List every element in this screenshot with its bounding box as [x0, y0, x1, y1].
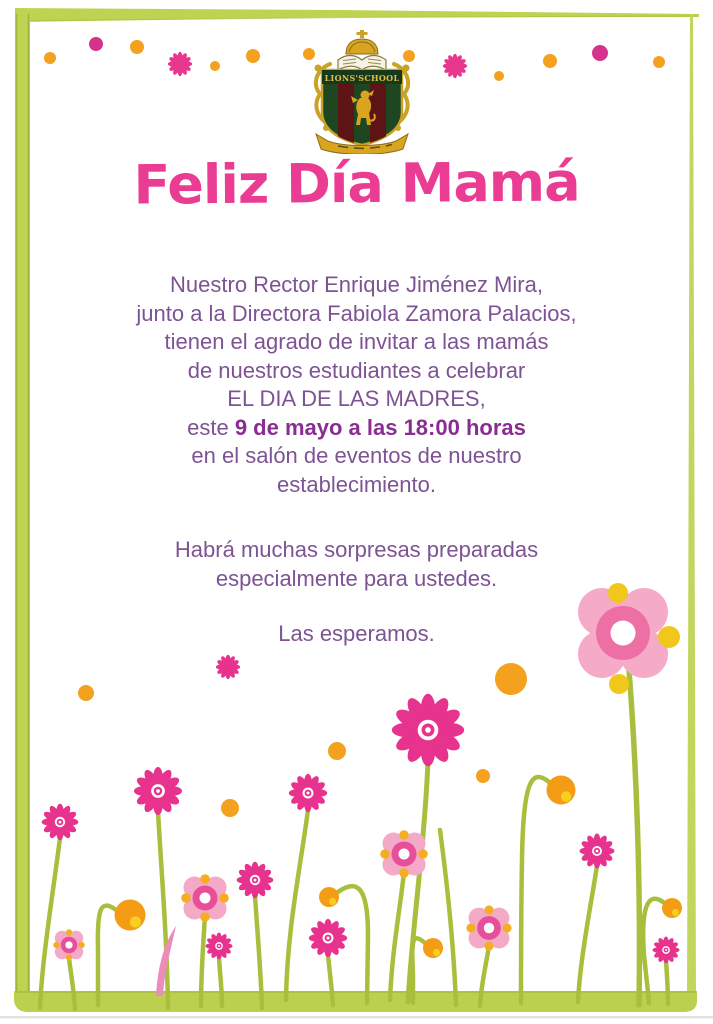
daisy-flower: [42, 804, 79, 841]
invitation-line: de nuestros estudiantes a celebrar: [187, 357, 526, 383]
daisy-flower: [237, 862, 274, 899]
poppy-flower: [53, 929, 84, 960]
daisy-flower: [309, 919, 347, 957]
daisy-flower: [205, 932, 232, 959]
invitation-line: Nuestro Rector Enrique Jiménez Mira,: [170, 272, 543, 297]
bud-flower: [547, 776, 576, 805]
bud-flower: [319, 887, 339, 907]
surprises-line: especialmente para ustedes.: [215, 565, 498, 591]
surprises-line: Habrá muchas sorpresas preparadas: [174, 537, 539, 562]
poppy-flower: [181, 874, 229, 922]
invitation-line: tienen el agrado de invitar a las mamás: [164, 329, 549, 354]
bud-flower: [662, 898, 682, 918]
page-title: Feliz Día Mamá: [133, 150, 580, 217]
pink-burst-icon: [168, 52, 192, 76]
daisy-flower: [289, 774, 327, 812]
school-crest: [304, 30, 420, 154]
surprises-text: [0, 536, 713, 593]
invitation-date-line: [0, 414, 713, 443]
invitation-line: establecimiento.: [277, 471, 436, 497]
crest-book: [338, 55, 386, 70]
crest-shield: [322, 70, 402, 146]
invitation-line: EL DIA DE LAS MADRES,: [227, 386, 486, 411]
crest-school-name: LIONS'SCHOOL: [324, 73, 400, 83]
invitation-line: en el salón de eventos de nuestro: [191, 443, 522, 468]
closing-text: Las esperamos.: [278, 621, 435, 646]
flower-stems: [40, 670, 668, 1009]
crest-crown: [346, 30, 378, 54]
daisy-flower: [392, 694, 464, 766]
date-prefix: este: [187, 414, 235, 440]
invitation-line: junto a la Directora Fabiola Zamora Palacios,: [136, 300, 577, 326]
pink-burst-icon: [443, 54, 467, 78]
daisy-flower: [652, 936, 679, 963]
invitation-text: [0, 271, 713, 499]
daisy-flower: [134, 767, 182, 815]
daisy-flower: [580, 834, 615, 869]
poppy-flower: [380, 830, 428, 878]
poppy-flower: [466, 905, 511, 950]
event-date-time: 9 de mayo a las 18:00 horas: [234, 414, 526, 440]
bud-flower: [423, 938, 443, 958]
bud-flower: [115, 900, 146, 931]
pink-burst-icon: [216, 655, 240, 679]
